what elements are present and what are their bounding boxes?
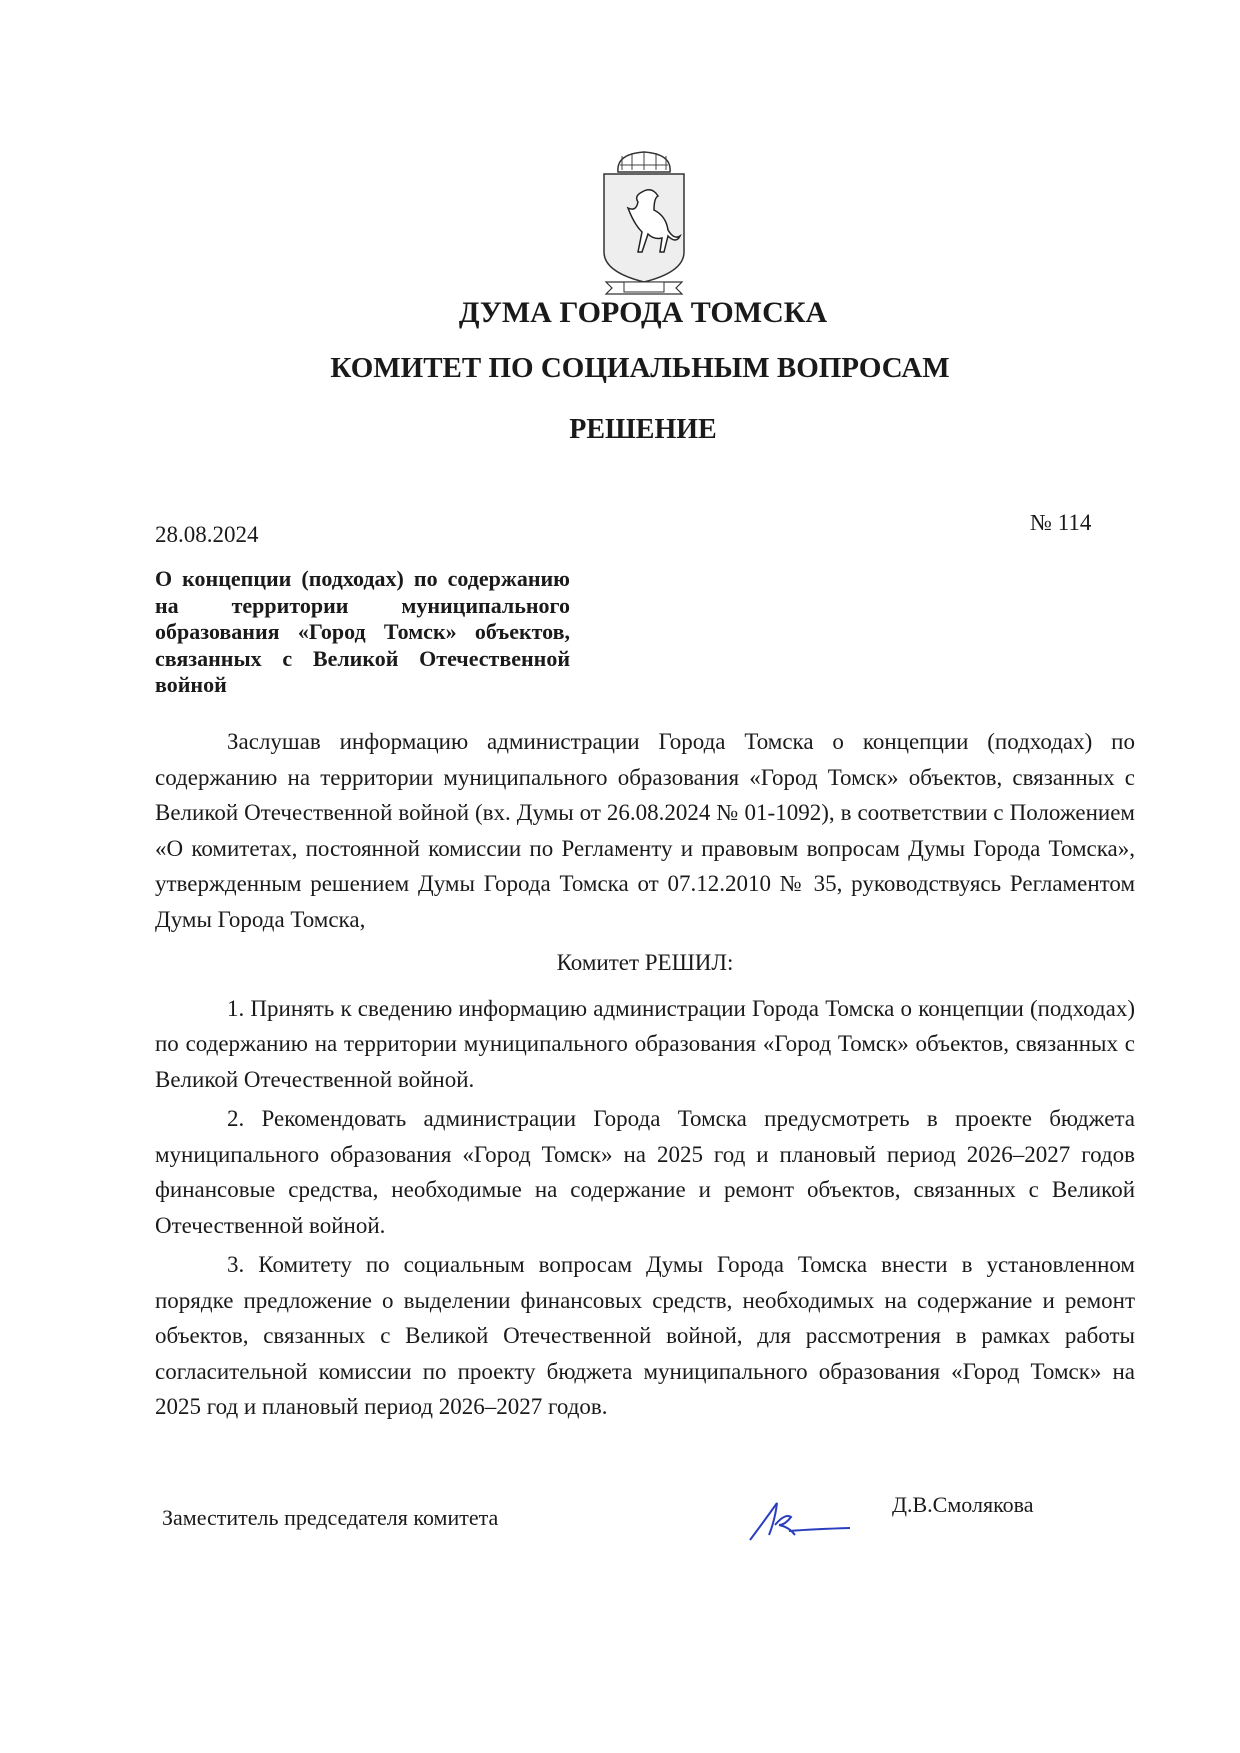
organization-title: ДУМА ГОРОДА ТОМСКА [458,296,828,329]
resolution-item: 1. Принять к сведению информацию администрации Города Томска о концепции (подходах) по содержанию на территории муниципального образования «Город Томск» объектов, связанных с Великой Отечественной войной. [155,995,1135,1092]
document-number: № 114 [1030,510,1092,535]
preamble-paragraph: Заслушав информацию администрации Города Томска о концепции (подходах) по содержанию на территории муниципального образования «Город Томск» объектов, связанных с Великой Отечественной войной (вх. Думы от 26.08.2024 № 01-1092), в соответствии с Положением «О комитетах, постоянной комиссии по Регламенту и правовым вопросам Думы Города Томска», утвержденным решением Думы Города Томска от 07.12.2010 № 35, руководствуясь Регламентом Думы Города Томска, [155,729,1135,932]
document-type: РЕШЕНИЕ [569,414,717,445]
signatory-role: Заместитель председателя комитета [162,1505,499,1530]
resolution-item: 3. Комитету по социальным вопросам Думы Города Томска внести в установленном порядке предложение о выделении финансовых средств, необходимых на содержание и ремонт объектов, связанных с Великой Отечественной войной, для рассмотрения в рамках работы согласительной комиссии по проекту бюджета муниципального образования «Город Томск» на 2025 год и плановый период 2026–2027 годов. [155,1252,1135,1419]
resolution-item: 2. Рекомендовать администрации Города Томска предусмотреть в проекте бюджета муниципального образования «Город Томск» на 2025 год и плановый период 2026–2027 годов финансовые средства, необходимые на содержание и ремонт объектов, связанных с Великой Отечественной войной. [155,1106,1135,1238]
committee-title: КОМИТЕТ ПО СОЦИАЛЬНЫМ ВОПРОСАМ [330,352,950,384]
signatory-name: Д.В.Смолякова [892,1492,1034,1517]
handwritten-signature [745,1495,855,1545]
resolved-heading: Комитет РЕШИЛ: [556,950,734,975]
document-subject: О концепции (подходах) по содержанию на территории муниципального образования «Город Томск» объектов, связанных с Великой Отечественной войной [155,566,570,697]
document-date: 28.08.2024 [155,522,259,547]
document-body [155,724,1135,1429]
tomsk-coat-of-arms-icon [596,132,692,300]
